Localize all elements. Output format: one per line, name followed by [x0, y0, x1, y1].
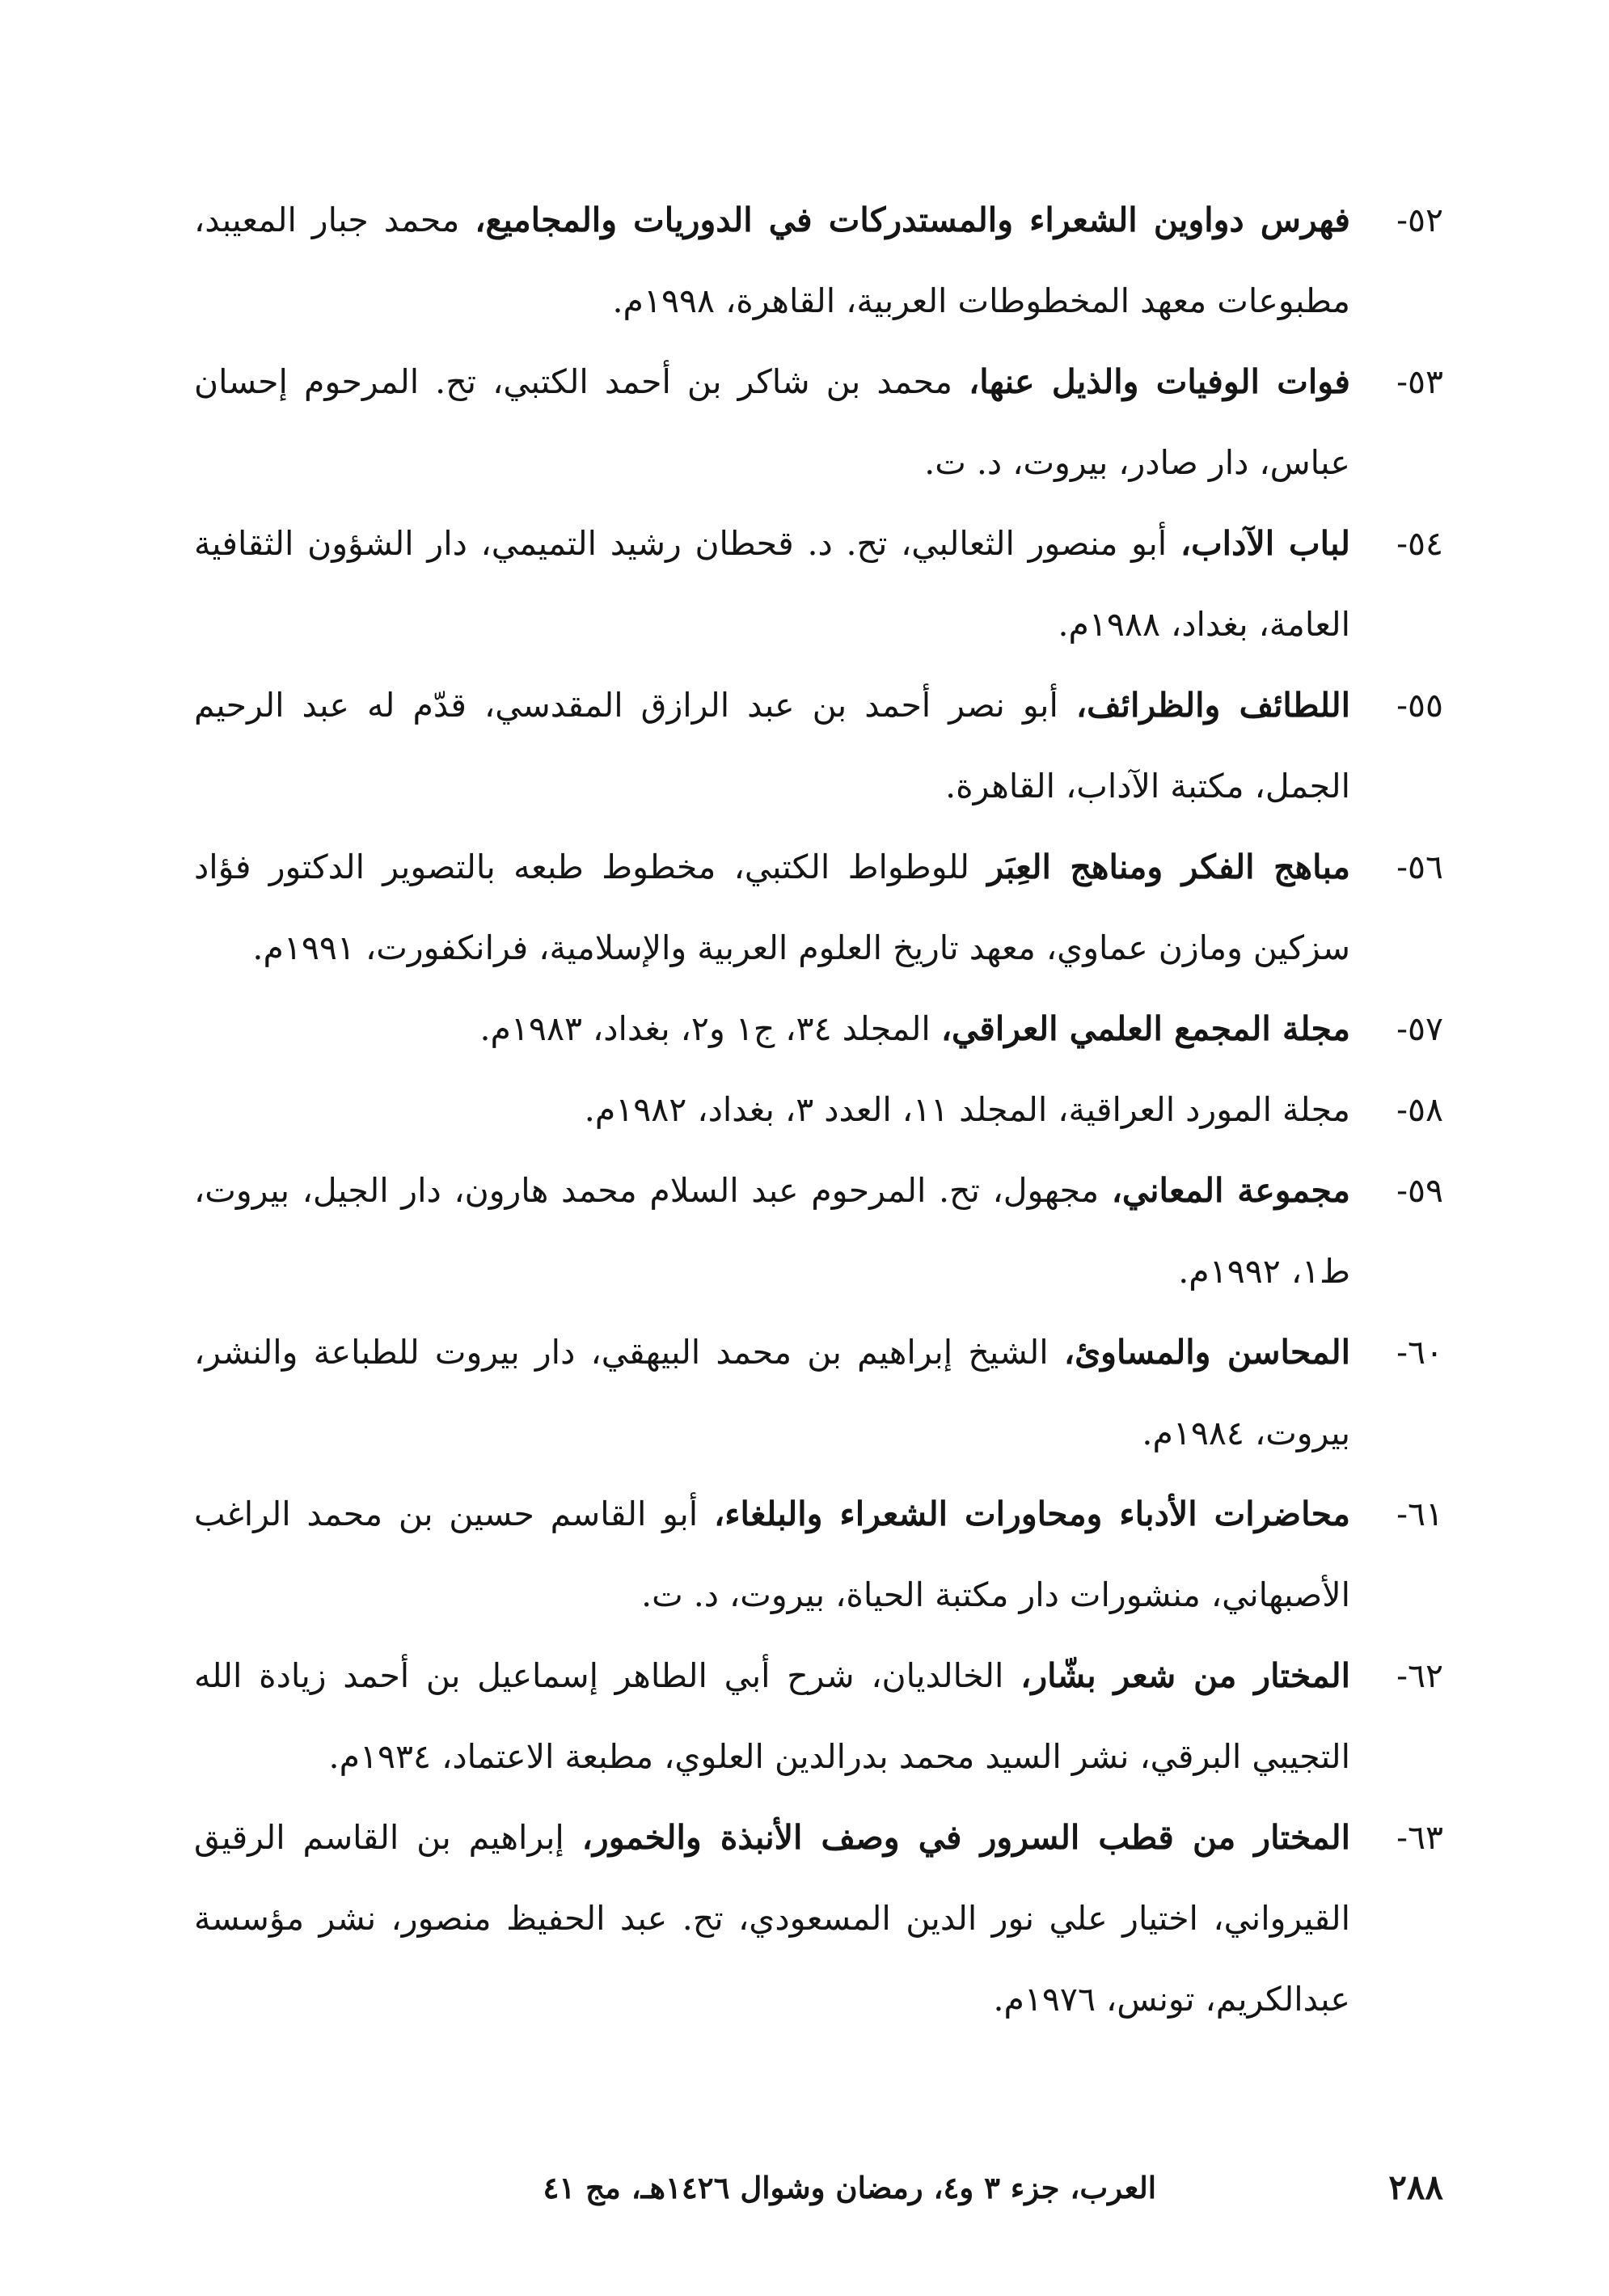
- reference-title: المحاسن والمساوئ،: [1063, 1333, 1350, 1372]
- reference-details: أبو نصر أحمد بن عبد الرازق المقدسي، قدّم له عبد الرحيم الجمل، مكتبة الآداب، القاهرة.: [194, 686, 1350, 806]
- reference-details: للوطواط الكتبي، مخطوط طبعه بالتصوير الدكتور فؤاد سزكين ومازن عماوي، معهد تاريخ العلوم العربية والإسلامية، فرانكفورت، ١٩٩١م.: [194, 848, 1350, 967]
- reference-item: [194, 180, 1443, 341]
- reference-details: محمد بن شاكر بن أحمد الكتبي، تح. المرحوم إحسان عباس، دار صادر، بيروت، د. ت.: [194, 362, 1350, 482]
- reference-details: إبراهيم بن القاسم الرقيق القيرواني، اختيار علي نور الدين المسعودي، تح. عبد الحفيظ منصور، نشر مؤسسة عبدالكريم، تونس، ١٩٧٦م.: [194, 1818, 1350, 2019]
- reference-number: ٥٦-: [1396, 848, 1443, 886]
- page-number: ٢٨٨: [1388, 2167, 1443, 2207]
- reference-number: ٦٣-: [1396, 1818, 1443, 1857]
- reference-item: [194, 503, 1443, 665]
- reference-number: ٦٠-: [1396, 1333, 1443, 1372]
- reference-number: ٥٨-: [1396, 1090, 1443, 1129]
- reference-item: [194, 1474, 1443, 1635]
- reference-details: أبو القاسم حسين بن محمد الراغب الأصبهاني، منشورات دار مكتبة الحياة، بيروت، د. ت.: [194, 1495, 1350, 1614]
- journal-citation: العرب، جزء ٣ و٤، رمضان وشوال ١٤٢٦هـ، مج ٤١: [543, 2170, 1156, 2205]
- reference-title: لباب الآداب،: [1180, 524, 1350, 563]
- reference-details: محمد جبار المعيبد، مطبوعات معهد المخطوطات العربية، القاهرة، ١٩٩٨م.: [194, 201, 1350, 320]
- reference-item: [194, 1635, 1443, 1797]
- reference-number: ٥٢-: [1396, 201, 1443, 239]
- reference-item: [194, 665, 1443, 827]
- reference-number: ٦١-: [1396, 1495, 1443, 1533]
- reference-item: [194, 341, 1443, 503]
- reference-number: ٥٣-: [1396, 362, 1443, 401]
- reference-item: [194, 1069, 1443, 1150]
- reference-details: مجلة المورد العراقية، المجلد ١١، العدد ٣، بغداد، ١٩٨٢م.: [584, 1090, 1350, 1129]
- reference-number: ٦٢-: [1396, 1656, 1443, 1695]
- reference-item: [194, 827, 1443, 988]
- reference-title: مجلة المجمع العلمي العراقي،: [940, 1009, 1350, 1048]
- bibliography-list: [194, 180, 1443, 2040]
- reference-number: ٥٩-: [1396, 1171, 1443, 1210]
- reference-number: ٥٥-: [1396, 686, 1443, 725]
- reference-title: مجموعة المعاني،: [1111, 1171, 1350, 1210]
- reference-details: الخالديان، شرح أبي الطاهر إسماعيل بن أحمد زيادة الله التجيبي البرقي، نشر السيد محمد بدرالدين العلوي، مطبعة الاعتماد، ١٩٣٤م.: [194, 1656, 1350, 1776]
- reference-details: الشيخ إبراهيم بن محمد البيهقي، دار بيروت للطباعة والنشر، بيروت، ١٩٨٤م.: [194, 1333, 1350, 1452]
- reference-details: مجهول، تح. المرحوم عبد السلام محمد هارون، دار الجيل، بيروت، ط١، ١٩٩٢م.: [194, 1171, 1350, 1291]
- reference-title: المختار من قطب السرور في وصف الأنبذة والخمور،: [581, 1818, 1350, 1857]
- reference-details: أبو منصور الثعالبي، تح. د. قحطان رشيد التميمي، دار الشؤون الثقافية العامة، بغداد، ١٩٨٨م.: [194, 524, 1350, 644]
- page-footer: [194, 2159, 1443, 2216]
- reference-title: اللطائف والظرائف،: [1075, 686, 1351, 725]
- reference-number: ٥٧-: [1396, 1009, 1443, 1048]
- reference-item: [194, 1150, 1443, 1312]
- reference-title: محاضرات الأدباء ومحاورات الشعراء والبلغاء،: [713, 1495, 1350, 1533]
- reference-item: [194, 1312, 1443, 1474]
- reference-title: فهرس دواوين الشعراء والمستدركات في الدوريات والمجاميع،: [475, 201, 1351, 239]
- reference-details: المجلد ٣٤، ج١ و٢، بغداد، ١٩٨٣م.: [479, 1009, 941, 1048]
- reference-title: فوات الوفيات والذيل عنها،: [969, 362, 1350, 401]
- reference-number: ٥٤-: [1396, 524, 1443, 563]
- reference-title: مباهج الفكر ومناهج العِبَر: [987, 848, 1350, 886]
- reference-title: المختار من شعر بشّار،: [1020, 1656, 1350, 1695]
- reference-item: [194, 1797, 1443, 2040]
- reference-item: [194, 988, 1443, 1069]
